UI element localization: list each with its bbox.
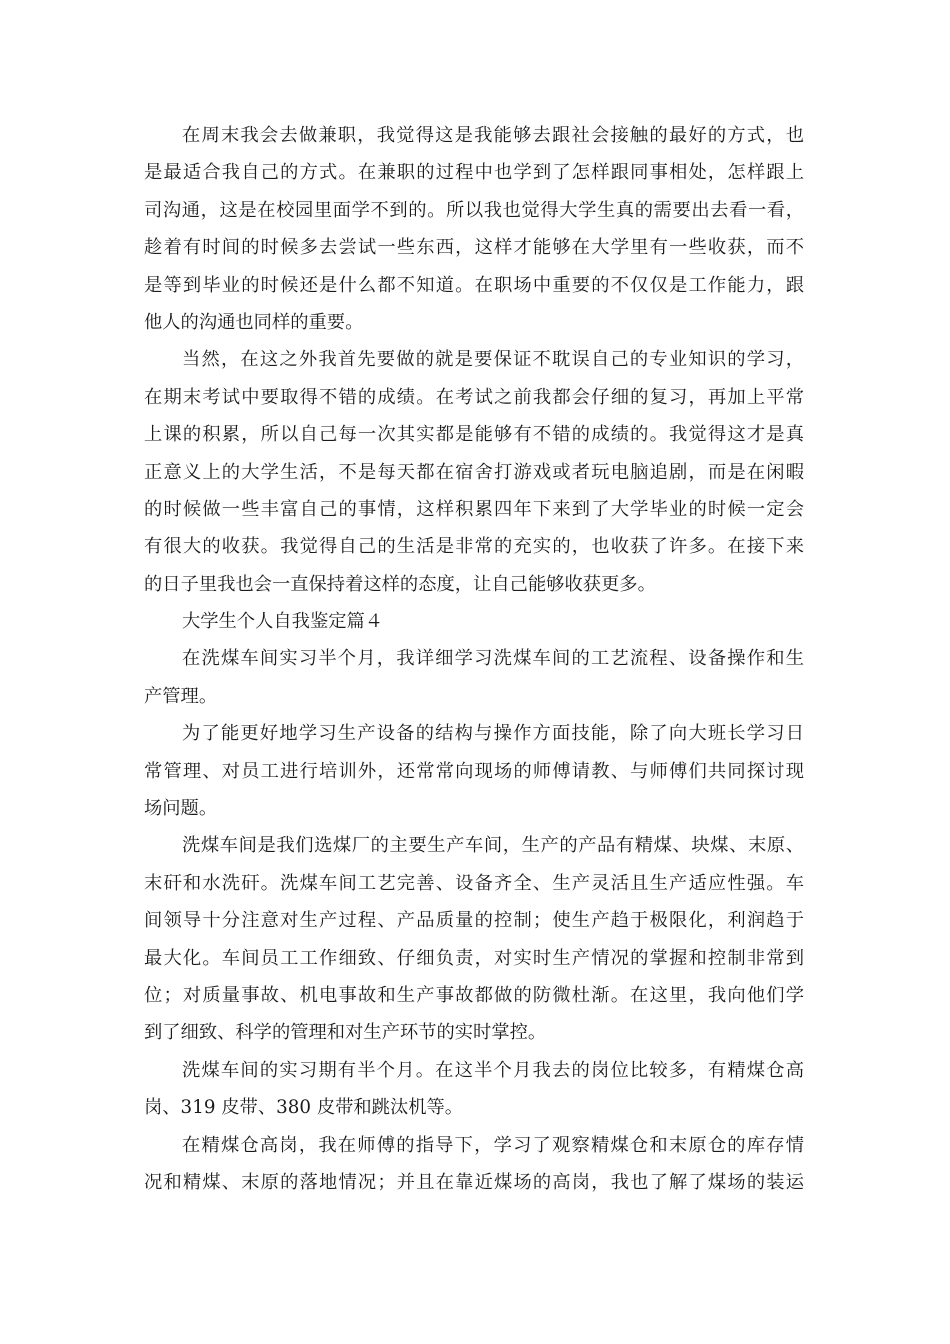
text-line: 产管理。 xyxy=(144,685,218,707)
text-line: 在周末我会去做兼职，我觉得这是我能够去跟社会接触的最好的方式，也 xyxy=(182,125,804,146)
text-line: 况和精煤、末原的落地情况；并且在靠近煤场的高岗，我也了解了煤场的装运 xyxy=(144,1171,804,1193)
text-line: 上课的积累，所以自己每一次其实都是能够有不错的成绩的。我觉得这才是真 xyxy=(144,424,804,446)
text-line: 末矸和水洗矸。洗煤车间工艺完善、设备齐全、生产灵活且生产适应性强。车 xyxy=(144,872,804,894)
text-line: 有很大的收获。我觉得自己的生活是非常的充实的，也收获了许多。在接下来 xyxy=(144,536,804,558)
text-line: 在洗煤车间实习半个月，我详细学习洗煤车间的工艺流程、设备操作和生 xyxy=(182,648,804,670)
text-line: 的日子里我也会一直保持着这样的态度，让自己能够收获更多。 xyxy=(144,573,656,595)
text-line: 在期末考试中要取得不错的成绩。在考试之前我都会仔细的复习，再加上平常 xyxy=(144,386,804,408)
document-body xyxy=(144,117,804,1201)
text-line: 岗、319 皮带、380 皮带和跳汰机等。 xyxy=(144,1097,464,1119)
text-line: 正意义上的大学生活，不是每天都在宿舍打游戏或者玩电脑追剧，而是在闲暇 xyxy=(144,461,804,483)
text-line: 洗煤车间的实习期有半个月。在这半个月我去的岗位比较多，有精煤仓高 xyxy=(182,1059,804,1081)
text-line: 为了能更好地学习生产设备的结构与操作方面技能，除了向大班长学习日 xyxy=(182,723,804,745)
text-line: 常管理、对员工进行培训外，还常常向现场的师傅请教、与师傅们共同探讨现 xyxy=(144,760,804,782)
text-line: 是最适合我自己的方式。在兼职的过程中也学到了怎样跟同事相处，怎样跟上 xyxy=(144,162,804,184)
text-line: 在精煤仓高岗，我在师傅的指导下，学习了观察精煤仓和末原仓的库存情 xyxy=(182,1134,804,1156)
text-line: 位；对质量事故、机电事故和生产事故都做的防微杜渐。在这里，我向他们学 xyxy=(144,984,804,1006)
text-line: 当然，在这之外我首先要做的就是要保证不耽误自己的专业知识的学习， xyxy=(182,349,804,371)
text-line: 到了细致、科学的管理和对生产环节的实时掌控。 xyxy=(144,1022,547,1044)
text-line: 的时候做一些丰富自己的事情，这样积累四年下来到了大学毕业的时候一定会 xyxy=(144,498,804,520)
text-line: 间领导十分注意对生产过程、产品质量的控制；使生产趋于极限化，利润趋于 xyxy=(144,910,804,932)
text-line: 场问题。 xyxy=(144,798,218,820)
text-line: 是等到毕业的时候还是什么都不知道。在职场中重要的不仅仅是工作能力，跟 xyxy=(144,274,804,296)
text-line: 他人的沟通也同样的重要。 xyxy=(144,311,364,333)
text-line: 司沟通，这是在校园里面学不到的。所以我也觉得大学生真的需要出去看一看， xyxy=(144,199,804,221)
text-line: 洗煤车间是我们选煤厂的主要生产车间，生产的产品有精煤、块煤、末原、 xyxy=(182,835,804,857)
text-line: 趁着有时间的时候多去尝试一些东西，这样才能够在大学里有一些收获，而不 xyxy=(144,237,804,259)
text-line: 最大化。车间员工工作细致、仔细负责，对实时生产情况的掌握和控制非常到 xyxy=(144,947,804,969)
section-heading: 大学生个人自我鉴定篇４ xyxy=(182,611,384,633)
